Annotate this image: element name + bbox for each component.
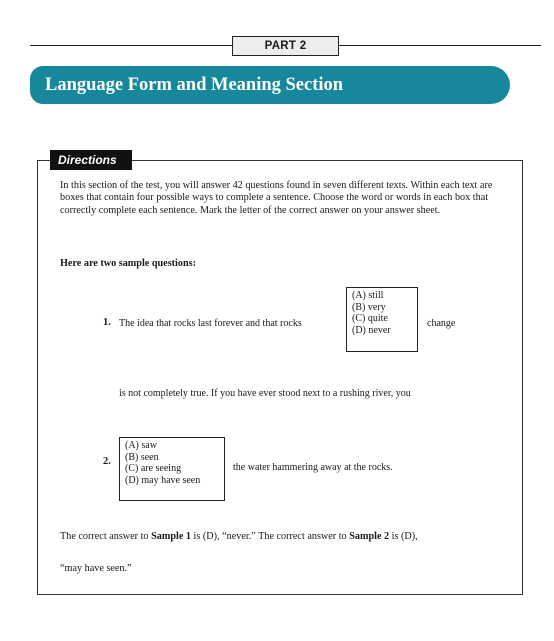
part-label: PART 2 — [232, 36, 339, 56]
answer-text-1: The correct answer to — [60, 531, 152, 542]
sample1-number: 1. — [103, 317, 111, 328]
sample1-option-b: (B) very — [352, 301, 386, 313]
part-divider-right — [339, 45, 541, 46]
part-divider-left — [30, 45, 232, 46]
sample1-text-before: The idea that rocks last forever and that rocks — [119, 318, 302, 329]
sample1-option-a: (A) still — [352, 290, 384, 301]
sample2-text-after: the water hammering away at the rocks. — [233, 462, 393, 473]
sample1-option-d: (D) never — [352, 324, 391, 336]
sample2-number: 2. — [103, 456, 111, 467]
answer-line-1 — [60, 531, 418, 542]
directions-tab: Directions — [50, 150, 132, 170]
answer-line-2: “may have seen.” — [60, 563, 132, 574]
answer-text-2: is (D), “never.” The correct answer to — [190, 531, 350, 542]
sample1-text-after: change — [427, 318, 456, 329]
sample1-options-box — [346, 287, 418, 352]
answer-text-3: is (D), — [389, 531, 418, 542]
sample2-option-b: (B) seen — [125, 451, 159, 463]
sample1-continuation: is not completely true. If you have ever stood next to a rushing river, you — [119, 388, 411, 399]
section-title: Language Form and Meaning Section — [45, 75, 344, 95]
section-banner — [30, 66, 510, 104]
sample2-option-a: (A) saw — [125, 440, 157, 451]
sample2-option-d: (D) may have seen — [125, 474, 201, 486]
samples-heading: Here are two sample questions: — [60, 258, 197, 269]
directions-box — [37, 160, 523, 595]
sample2-options-box — [119, 437, 225, 501]
answer-sample2-label: Sample 2 — [349, 531, 390, 542]
directions-intro: In this section of the test, you will answer 42 questions found in seven different texts. Within each text are boxes that contain four possible ways to complete a sentence. Choose the word or words in each box that correctly complete each sentence. Mark the letter of the correct answer on your answer sheet. — [60, 180, 493, 216]
answer-sample1-label: Sample 1 — [151, 531, 191, 542]
sample2-option-c: (C) are seeing — [125, 463, 182, 474]
sample1-option-c: (C) quite — [352, 313, 388, 324]
